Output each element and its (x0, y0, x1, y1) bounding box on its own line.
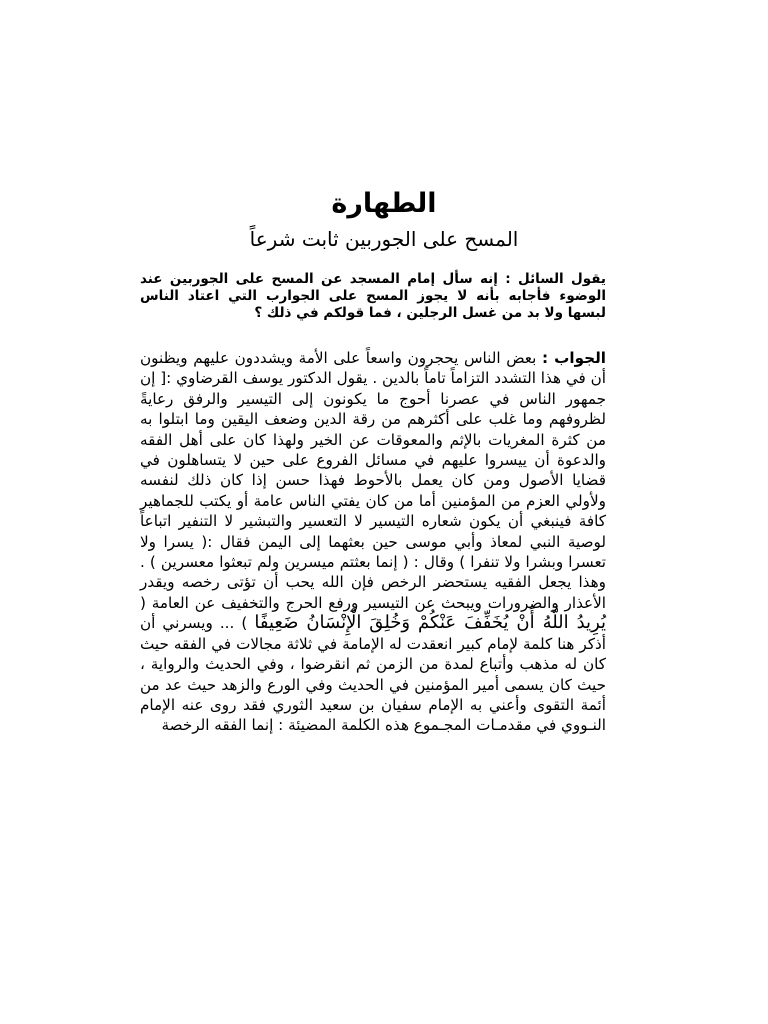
page-subtitle: المسح على الجوربين ثابت شرعاً (249, 227, 519, 251)
page-title: الطهارة (331, 188, 437, 219)
answer-label: الجواب : (542, 349, 607, 367)
quran-verse: يُرِيدُ اللَّهُ أَنْ يُخَفِّفَ عَنْكُمْ وَخُلِقَ الْإِنْسَانُ ضَعِيفًا (254, 612, 607, 634)
answer-paragraph (140, 348, 606, 736)
answer-text-part1: بعض الناس يحجرون واسعاً على الأمة ويشددون عليهم ويظنون أن في هذا التشدد التزاماً تاماً بالدين . يقول الدكتور يوسف القرضاوي :[ إن جمهور الناس في عصرنا أحوج ما يكونون إلى التيسير والرفق رعايةً لظروفهم وما غلب على أكثرهم من رقة الدين وضعف اليقين وما ابتلوا به من كثرة المغريات بالإثم والمعوقات عن الخير ولهذا كان على أهل الفقه والدعوة أن ييسروا عليهم في مسائل الفروع على حين لا يتساهلون في قضايا الأصول ومن كان يعمل بالأحوط فهذا حسن إذا كان ذلك لنفسه ولأولي العزم من المؤمنين أما من كان يفتي الناس عامة أو يكتب للجماهير كافة فينبغي أن يكون شعاره التيسير لا التعسير والتبشير لا التنفير اتباعاً لوصية النبي لمعاذ وأبي موسى حين بعثهما إلى اليمن فقال :( يسرا ولا تعسرا وبشرا ولا تنفرا ) وقال : ( إنما بعثتم ميسرين ولم تبعثوا معسرين ) . وهذا يجعل الفقيه يستحضر الرخص فإن الله يحب أن تؤتى رخصه ويقدر الأعذار والضرورات ويبحث عن التيسير ورفع الحرج والتخفيف عن العامة ( (140, 349, 606, 612)
question-paragraph: يقول السائل : إنه سأل إمام المسجد عن المسح على الجوربين عند الوضوء فأجابه بأنه لا يجوز المسح على الجوارب التي اعتاد الناس لبسها ولا بد من غسل الرجلين ، فما قولكم في ذلك ؟ (140, 271, 606, 322)
answer-text-part2: ) ... ويسرني أن أذكر هنا كلمة لإمام كبير انعقدت له الإمامة في ثلاثة مجالات في الفقه حيث كان له مذهب وأتباع لمدة من الزمن ثم انقرضوا ، وفي الحديث والرواية ، حيث كان يسمى أمير المؤمنين في الحديث وفي الورع والزهد حيث عد من أئمة التقوى وأعني به الإمام سفيان بن سعيد الثوري فقد روى عنه الإمام النـووي في مقدمـات المجـموع هذه الكلمة المضيئة : إنما الفقه الرخصة (140, 614, 606, 735)
